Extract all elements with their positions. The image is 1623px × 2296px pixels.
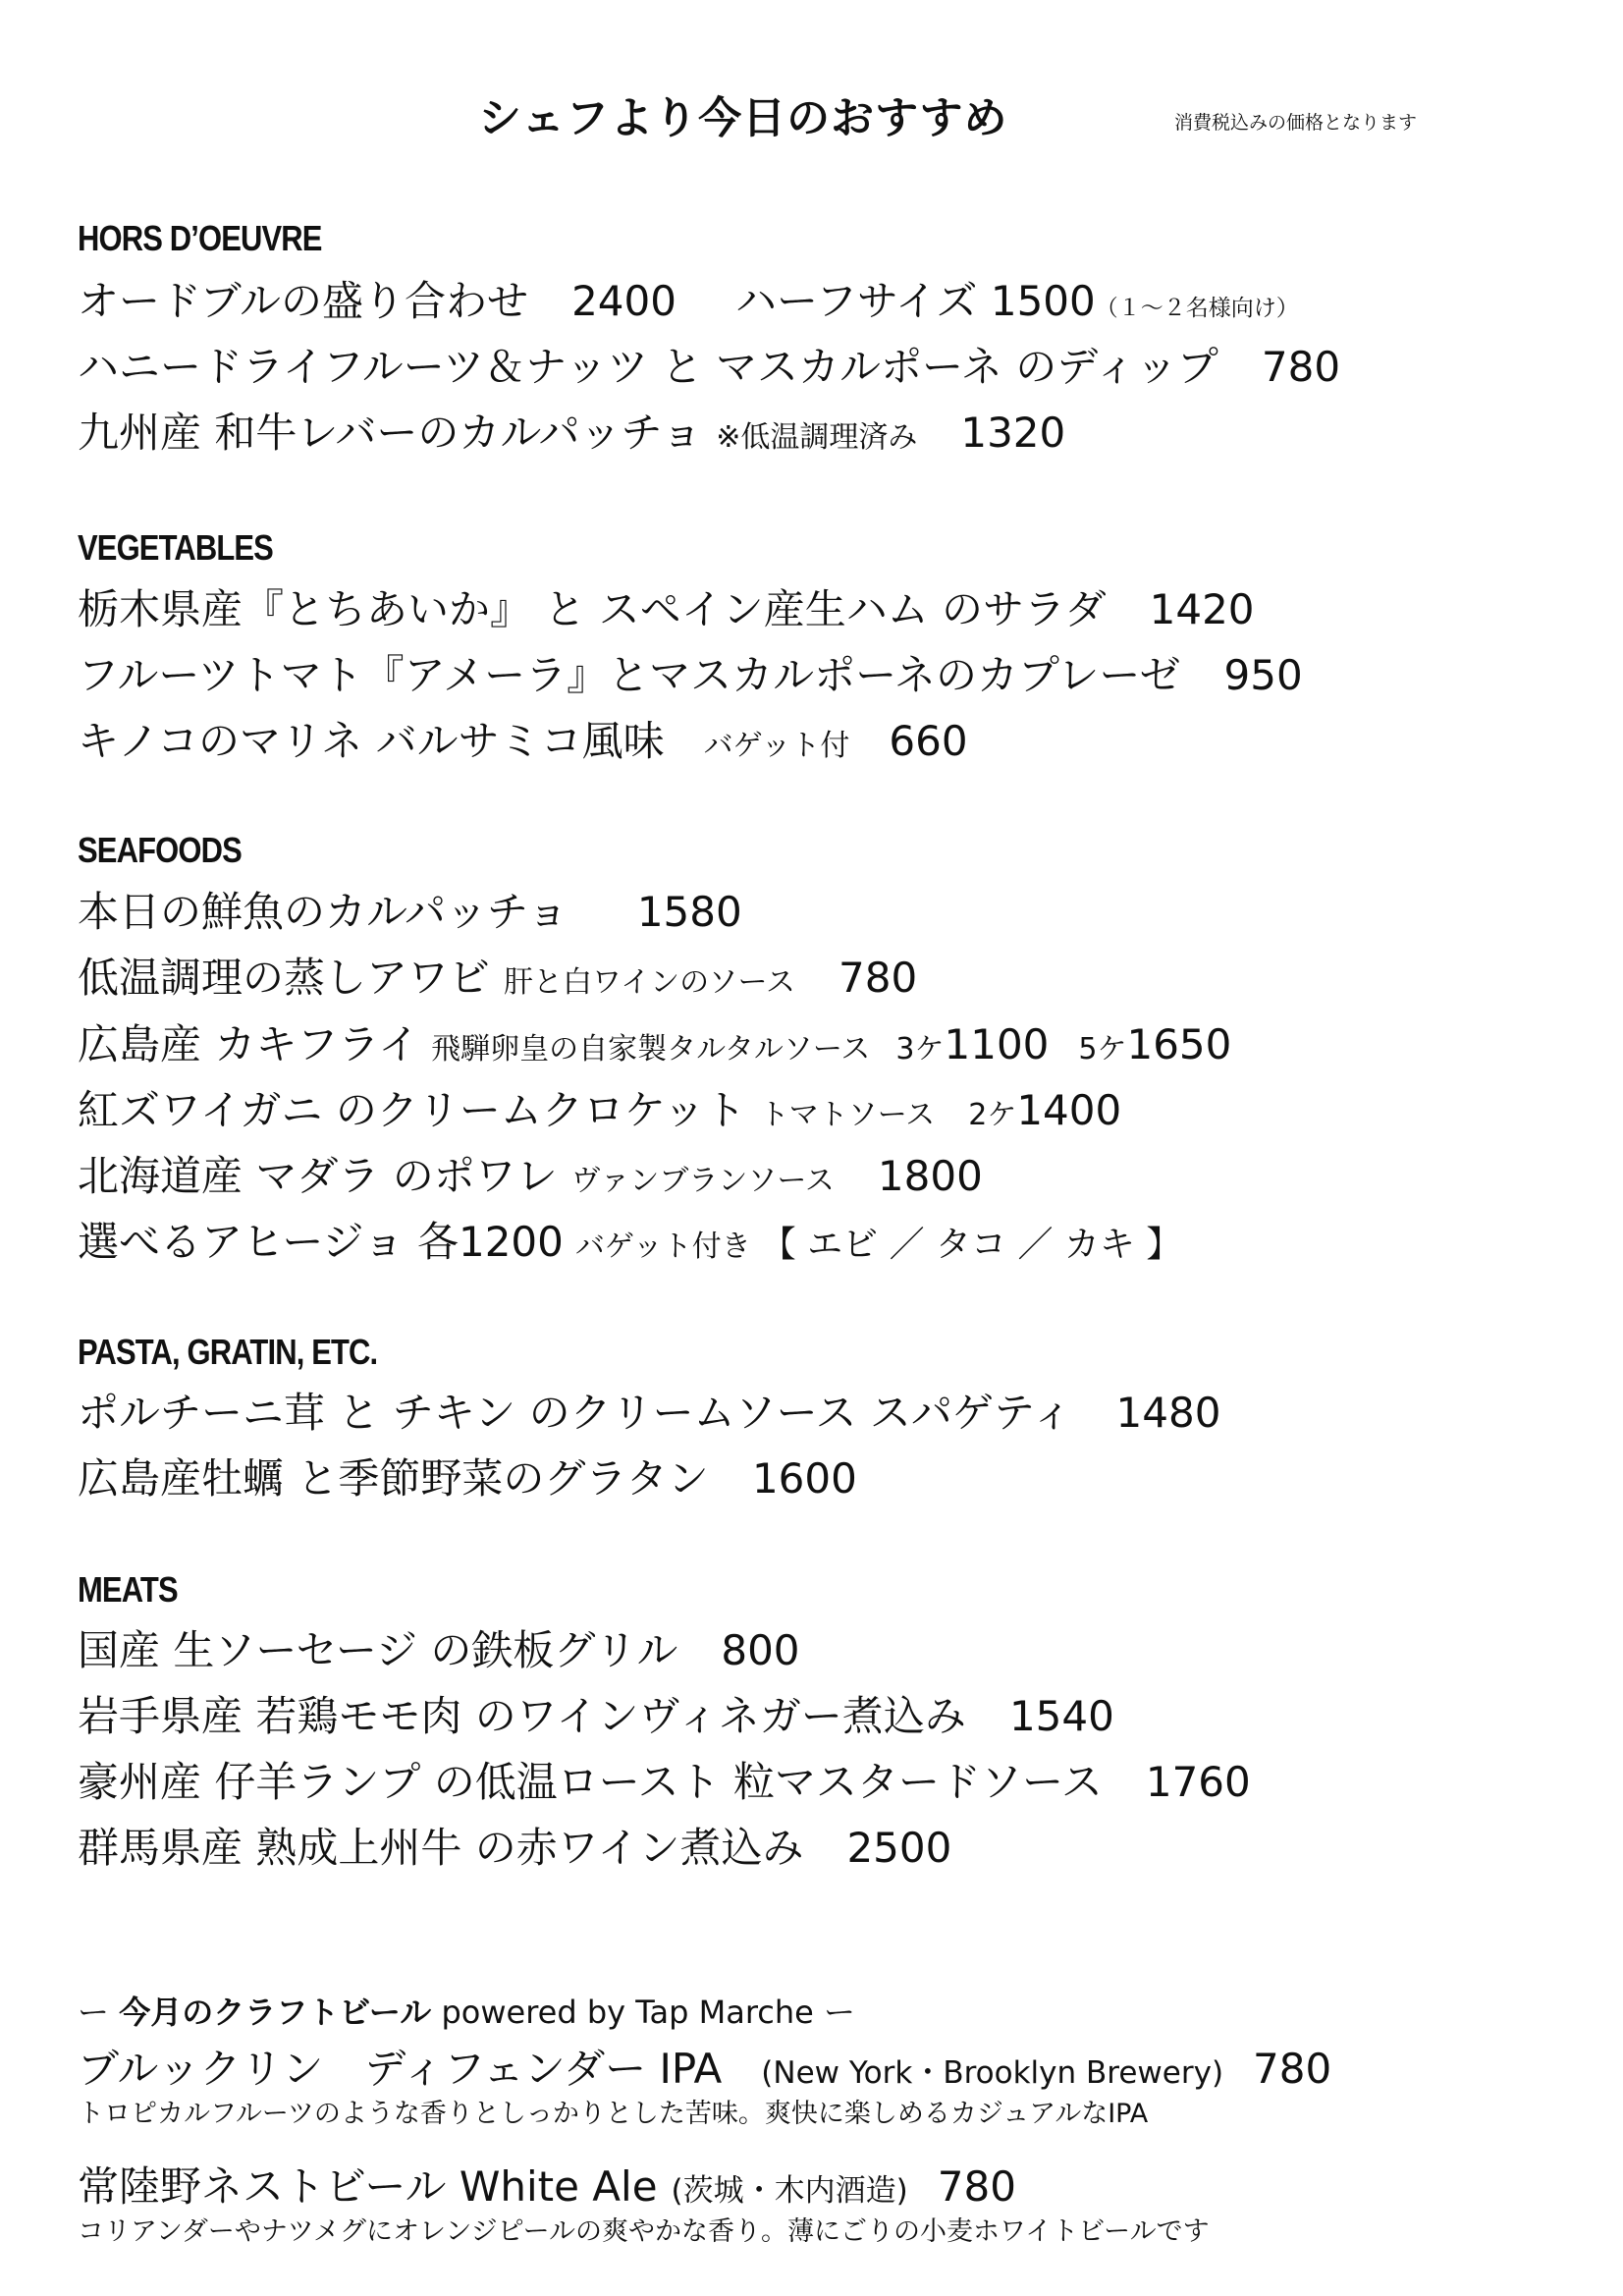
powered-by: powered by Tap Marche xyxy=(441,1994,814,2031)
section-heading-meats: MEATS xyxy=(78,1569,178,1610)
item-note: （１～２名様向け） xyxy=(1095,296,1299,321)
menu-item xyxy=(78,409,1065,458)
item-price-unit: 5ケ xyxy=(1078,1032,1127,1066)
item-price: 1100 xyxy=(944,1020,1050,1068)
item-name: 広島産牡蠣 と季節野菜のグラタン xyxy=(78,1454,709,1503)
section-heading-hors-doeuvre: HORS D’OEUVRE xyxy=(78,218,322,258)
craft-beer-title: 今月のクラフトビール xyxy=(119,1994,432,2031)
menu-item xyxy=(78,888,742,937)
menu-item xyxy=(78,1086,1121,1135)
page-title: シェフより今日のおすすめ xyxy=(478,93,1008,143)
item-name: 本日の鮮魚のカルパッチョ xyxy=(78,888,568,936)
beer-name: ブルックリン ディフェンダー IPA xyxy=(78,2045,723,2093)
item-price: 1540 xyxy=(1008,1692,1114,1740)
item-price: 2400 xyxy=(571,277,676,325)
menu-item xyxy=(78,1454,857,1503)
item-choices: 【 エビ ／ タコ ／ カキ 】 xyxy=(760,1225,1182,1265)
beer-name: 常陸野ネストビール White Ale xyxy=(78,2162,658,2211)
dash: ー xyxy=(824,1994,856,2031)
item-note: バゲット付 xyxy=(703,729,850,763)
item-price-unit: 3ケ xyxy=(895,1032,945,1066)
beer-item xyxy=(78,2037,1331,2096)
item-name: キノコのマリネ バルサミコ風味 xyxy=(78,717,665,765)
menu-item xyxy=(78,343,1340,392)
item-price: 1600 xyxy=(751,1454,857,1503)
item-name: 紅ズワイガニ のクリームクロケット xyxy=(78,1086,746,1134)
tax-note: 消費税込みの価格となります xyxy=(1174,112,1418,134)
item-name: 選べるアヒージョ 各1200 xyxy=(78,1218,564,1266)
item-price: 1480 xyxy=(1115,1389,1221,1437)
item-name: オードブルの盛り合わせ xyxy=(78,277,529,325)
section-heading-pasta: PASTA, GRATIN, ETC. xyxy=(78,1332,378,1372)
item-name: 低温調理の蒸しアワビ xyxy=(78,954,491,1002)
menu-item xyxy=(78,1152,983,1201)
section-heading-seafoods: SEAFOODS xyxy=(78,830,242,870)
item-note: 飛騨卵皇の自家製タルタルソース xyxy=(431,1032,871,1066)
beer-origin: (茨城・木内酒造) xyxy=(671,2173,908,2209)
item-name: 栃木県産『とちあいか』 と スペイン産生ハム のサラダ xyxy=(78,585,1107,633)
dash: ー xyxy=(78,1994,110,2031)
item-name: 北海道産 マダラ のポワレ xyxy=(78,1152,558,1200)
beer-description: コリアンダーやナツメグにオレンジピールの爽やかな香り。薄にごりの小麦ホワイトビールです xyxy=(78,2216,1210,2247)
item-price: 1650 xyxy=(1126,1020,1232,1068)
menu-item xyxy=(78,1758,1251,1807)
item-name: 群馬県産 熟成上州牛 の赤ワイン煮込み xyxy=(78,1824,804,1872)
menu-item xyxy=(78,954,917,1003)
item-note: ヴァンブランソース xyxy=(570,1164,835,1198)
menu-item xyxy=(78,585,1255,634)
item-name: 広島産 カキフライ xyxy=(78,1020,420,1068)
section-heading-vegetables: VEGETABLES xyxy=(78,527,273,568)
beer-item xyxy=(78,2155,1016,2214)
menu-item xyxy=(78,1626,800,1675)
item-name: ハニードライフルーツ＆ナッツ と マスカルポーネ のディップ xyxy=(78,343,1218,391)
item-price: 1420 xyxy=(1149,585,1255,633)
menu-item xyxy=(78,717,968,766)
item-price: 950 xyxy=(1223,651,1303,699)
menu-item xyxy=(78,277,1299,326)
item-note: バゲット付き xyxy=(574,1230,751,1264)
item-note: トマトソース xyxy=(759,1098,936,1132)
item-name: ポルチーニ茸 と チキン のクリームソース スパゲティ xyxy=(78,1389,1073,1437)
item-note: 肝と白ワインのソース xyxy=(504,965,796,1000)
menu-item xyxy=(78,1218,1181,1267)
item-price-unit: 2ケ xyxy=(968,1098,1017,1132)
item-half-size: ハーフサイズ 1500 xyxy=(734,277,1096,325)
menu-item xyxy=(78,1692,1114,1741)
item-price: 1760 xyxy=(1145,1758,1251,1806)
menu-item xyxy=(78,651,1303,700)
menu-item xyxy=(78,1389,1220,1438)
item-note: ※低温調理済み xyxy=(716,420,918,455)
item-price: 780 xyxy=(839,954,918,1002)
item-price: 780 xyxy=(1261,343,1341,391)
item-name: 国産 生ソーセージ の鉄板グリル xyxy=(78,1626,678,1674)
menu-item xyxy=(78,1020,1231,1069)
item-price: 2500 xyxy=(846,1824,952,1872)
item-price: 1800 xyxy=(877,1152,983,1200)
item-name: 岩手県産 若鶏モモ肉 のワインヴィネガー煮込み xyxy=(78,1692,966,1740)
item-price: 800 xyxy=(721,1626,800,1674)
item-name: 九州産 和牛レバーのカルパッチョ xyxy=(78,409,703,457)
item-name: 豪州産 仔羊ランプ の低温ロースト 粒マスタードソース xyxy=(78,1758,1103,1806)
item-price: 1320 xyxy=(960,409,1066,457)
craft-beer-heading xyxy=(78,1988,855,2033)
beer-description: トロピカルフルーツのような香りとしっかりとした苦味。爽快に楽しめるカジュアルなIPA xyxy=(78,2099,1149,2129)
item-price: 1580 xyxy=(636,888,742,936)
item-price: 660 xyxy=(889,717,968,765)
beer-price: 780 xyxy=(937,2162,1016,2211)
menu-item xyxy=(78,1824,951,1873)
item-name: フルーツトマト『アメーラ』とマスカルポーネのカプレーゼ xyxy=(78,651,1181,699)
beer-origin: (New York・Brooklyn Brewery) xyxy=(761,2055,1224,2091)
item-price: 1400 xyxy=(1016,1086,1122,1134)
beer-price: 780 xyxy=(1253,2045,1332,2093)
